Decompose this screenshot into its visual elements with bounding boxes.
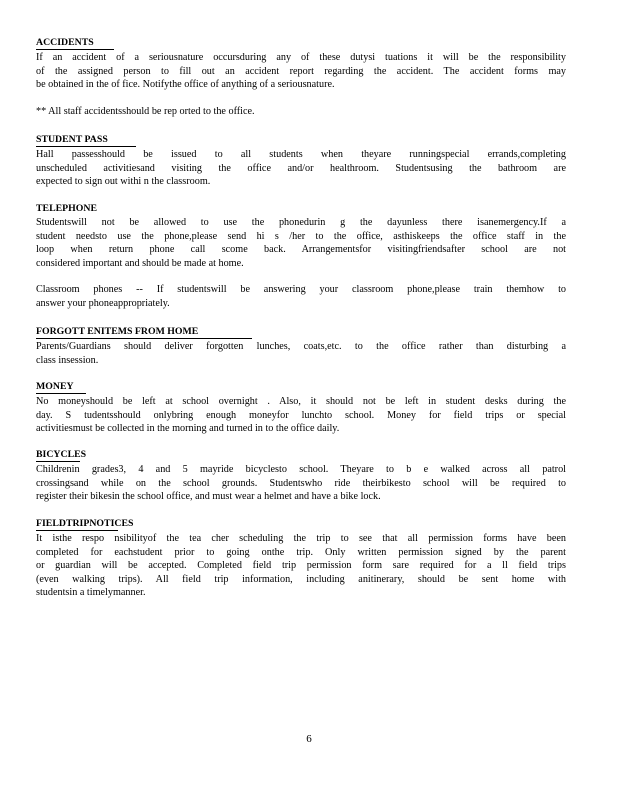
paragraph-line: crossingsand while on the school grounds. Studentswho ride theirbikesto school will be required to [36, 477, 566, 489]
note-line: ** All staff accidentsshould be rep orted to the office. [36, 105, 255, 117]
paragraph-line: considered important and should be made at home. [36, 257, 244, 269]
paragraph-line: day. S tudentsshould onlybring enough moneyfor lunchto school. Money for field trips or special [36, 409, 566, 421]
paragraph-line: No moneyshould be left at school overnight . Also, it should not be left in student desks during the [36, 396, 566, 407]
note-line: answer your phoneappropriately. [36, 297, 170, 309]
section-accidents [36, 36, 566, 118]
paragraph-line: or guardian will be accepted. Completed field trip permission form sare required for a ll field trips [36, 560, 566, 572]
paragraph-line: student needsto use the phone,please send hi s /her to the office, asthiskeeps the office staff in the [36, 230, 566, 242]
paragraph-line: It isthe respo nsibilityof the tea cher scheduling the trip to see that all permission forms have been [36, 533, 566, 544]
section-heading: FORGOTT ENITEMS FROM HOME [36, 326, 252, 339]
paragraph-line: register their bikesin the school office, and must wear a helmet and have a bike lock. [36, 491, 381, 503]
paragraph-line: Studentswill not be allowed to use the phonedurin g the dayunless there isanemergency.If a [36, 217, 566, 228]
paragraph-line: of the assigned person to fill out an accident report regarding the accident. The accident forms may [36, 65, 566, 77]
section-heading: ACCIDENTS [36, 37, 114, 50]
paragraph-line: studentsin a timelymanner. [36, 587, 146, 599]
paragraph-line: (even walking trips). All field trip information, including anitinerary, should be sent home with [36, 573, 566, 585]
section-heading: MONEY [36, 381, 86, 394]
paragraph-line: completed for eachstudent prior to going onthe trip. Only written permission signed by the parent [36, 546, 566, 558]
paragraph-line: Parents/Guardians should deliver forgotten lunches, coats,etc. to the office rather than disturbing a [36, 341, 566, 352]
section-heading: FIELDTRIPNOTICES [36, 518, 134, 529]
paragraph-line: If an accident of a seriousnature occursduring any of these dutysi tuations it will be the responsibility [36, 52, 566, 63]
page-number: 6 [306, 733, 312, 745]
note-line: Classroom phones -- If studentswill be answering your classroom phone,please train themhow to [36, 284, 566, 296]
paragraph-line: unscheduled activitiesand visiting the office and/or healthroom. Studentsusing the bathroom are [36, 162, 566, 174]
section-bicycles [36, 448, 566, 504]
section-heading: BICYCLES [36, 449, 87, 460]
paragraph-line: Hall passesshould be issued to all students when theyare runningspecial errands,completing [36, 149, 566, 160]
section-forgotten-items [36, 325, 566, 367]
paragraph-line: be obtained in the of fice. Notifythe office of anything of a seriousnature. [36, 79, 335, 91]
paragraph-line: expected to sign out withi n the classroom. [36, 176, 211, 188]
section-money [36, 380, 566, 436]
section-student-pass [36, 133, 566, 189]
paragraph-line: loop when return phone call scome back. Arrangementsfor visitingfriendsafter school are not [36, 244, 566, 256]
paragraph-line: Childrenin grades3, 4 and 5 mayride bicyclesto school. Theyare to b e walked across all patrol [36, 464, 566, 475]
paragraph-line: activitiesmust be collected in the morning and turned in to the office daily. [36, 423, 340, 435]
paragraph-line: class insession. [36, 354, 99, 366]
section-telephone [36, 202, 566, 311]
section-heading: TELEPHONE [36, 203, 97, 214]
section-field-trip-notices [36, 517, 566, 600]
section-heading: STUDENT PASS [36, 134, 136, 147]
